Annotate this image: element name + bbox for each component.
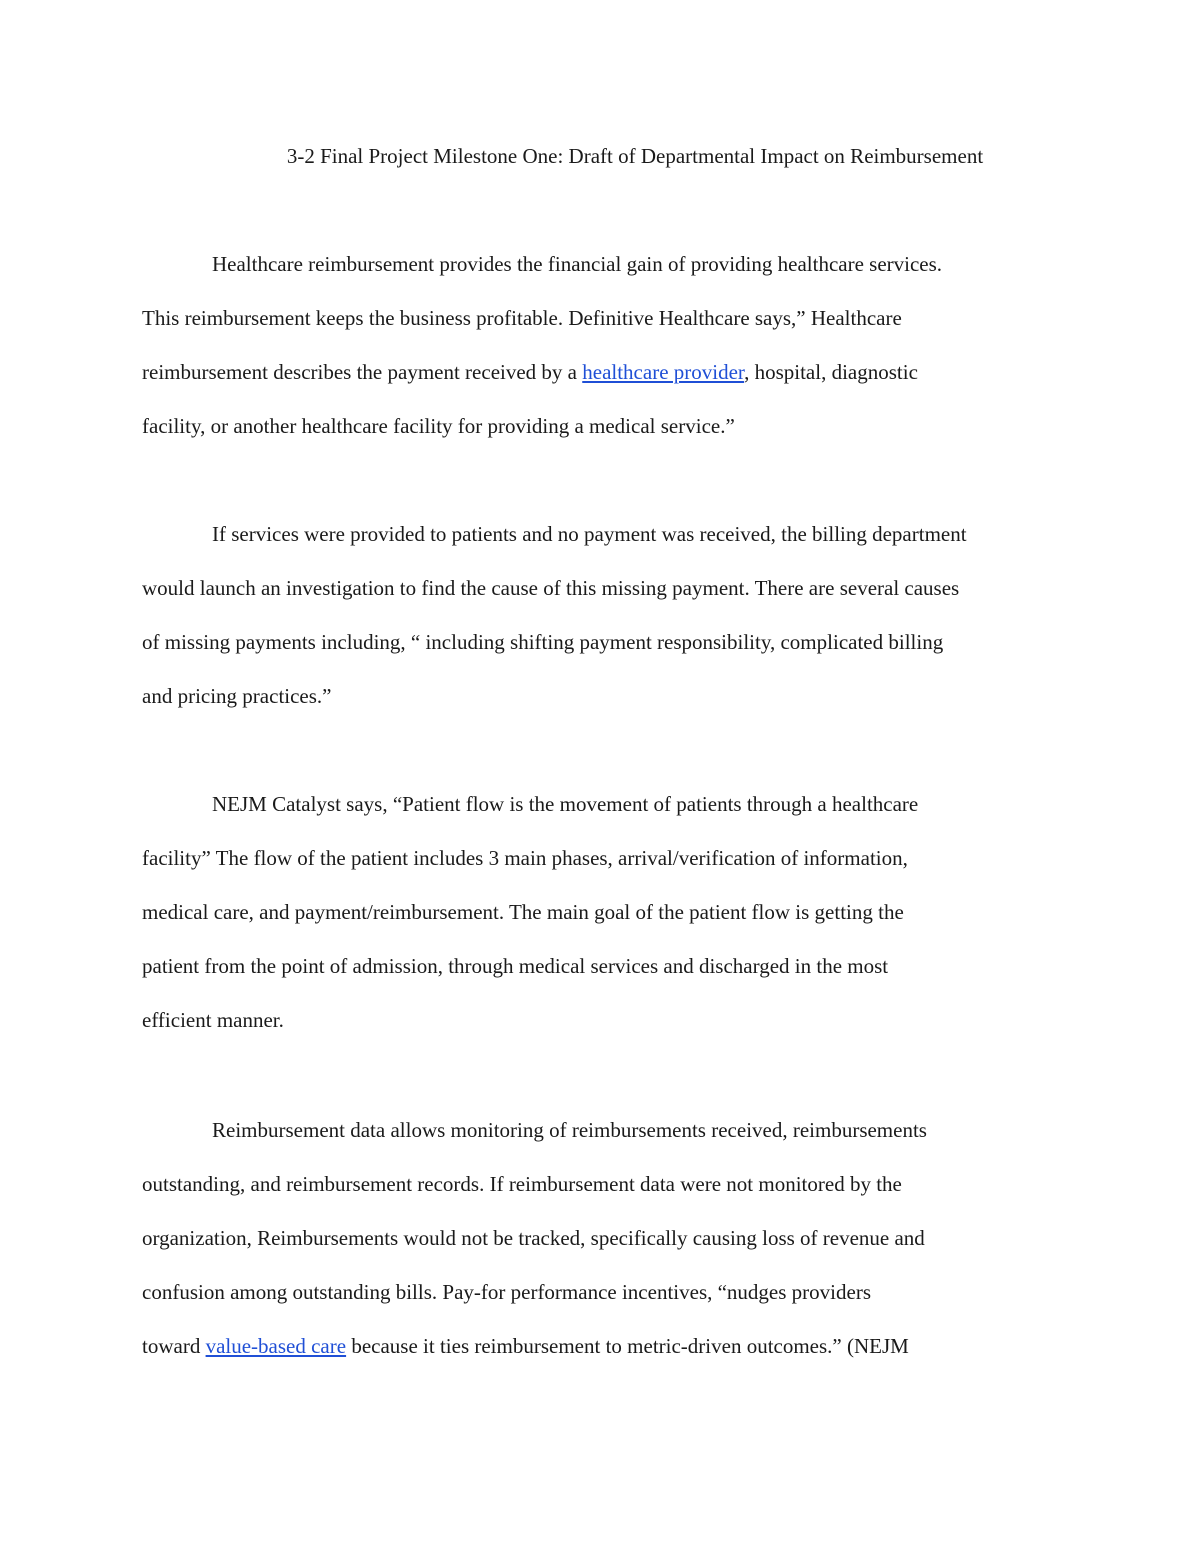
p4-line-1: Reimbursement data allows monitoring of reimbursements received, reimbursements [212,1118,927,1142]
p4-line-4: confusion among outstanding bills. Pay-for performance incentives, “nudges providers [142,1280,871,1304]
p3-line-4: patient from the point of admission, through medical services and discharged in the most [142,954,889,978]
p1-line-3-text-end: , hospital, diagnostic [744,360,918,384]
p3-line-5: efficient manner. [142,1008,284,1032]
p2-line-4: and pricing practices.” [142,684,332,708]
p1-line-3 [142,356,918,388]
p4-line-3: organization, Reimbursements would not be tracked, specifically causing loss of revenue and [142,1226,925,1250]
p2-line-1: If services were provided to patients and no payment was received, the billing department [212,522,967,546]
p2-line-3: of missing payments including, “ including shifting payment responsibility, complicated billing [142,630,944,654]
p3-line-1: NEJM Catalyst says, “Patient flow is the movement of patients through a healthcare [212,792,919,816]
p1-line-4: facility, or another healthcare facility for providing a medical service.” [142,414,735,438]
p1-line-3-text: reimbursement describes the payment received by a [142,360,583,384]
p4-line-2: outstanding, and reimbursement records. If reimbursement data were not monitored by the [142,1172,902,1196]
p3-line-2: facility” The flow of the patient includes 3 main phases, arrival/verification of information, [142,846,908,870]
p1-line-1: Healthcare reimbursement provides the financial gain of providing healthcare services. [212,252,943,276]
value-based-care-link[interactable]: value-based care [205,1334,347,1358]
p3-line-3: medical care, and payment/reimbursement. The main goal of the patient flow is getting the [142,900,904,924]
p1-line-2: This reimbursement keeps the business profitable. Definitive Healthcare says,” Healthcare [142,306,902,330]
p4-line-5-text-end: because it ties reimbursement to metric-driven outcomes.” (NEJM [346,1334,909,1358]
p4-line-5-text: toward [142,1334,206,1358]
p2-line-2: would launch an investigation to find the cause of this missing payment. There are several causes [142,576,960,600]
p4-line-5 [142,1330,909,1362]
healthcare-provider-link[interactable]: healthcare provider [582,360,745,384]
document-title: 3-2 Final Project Milestone One: Draft of Departmental Impact on Reimbursement [286,144,984,168]
